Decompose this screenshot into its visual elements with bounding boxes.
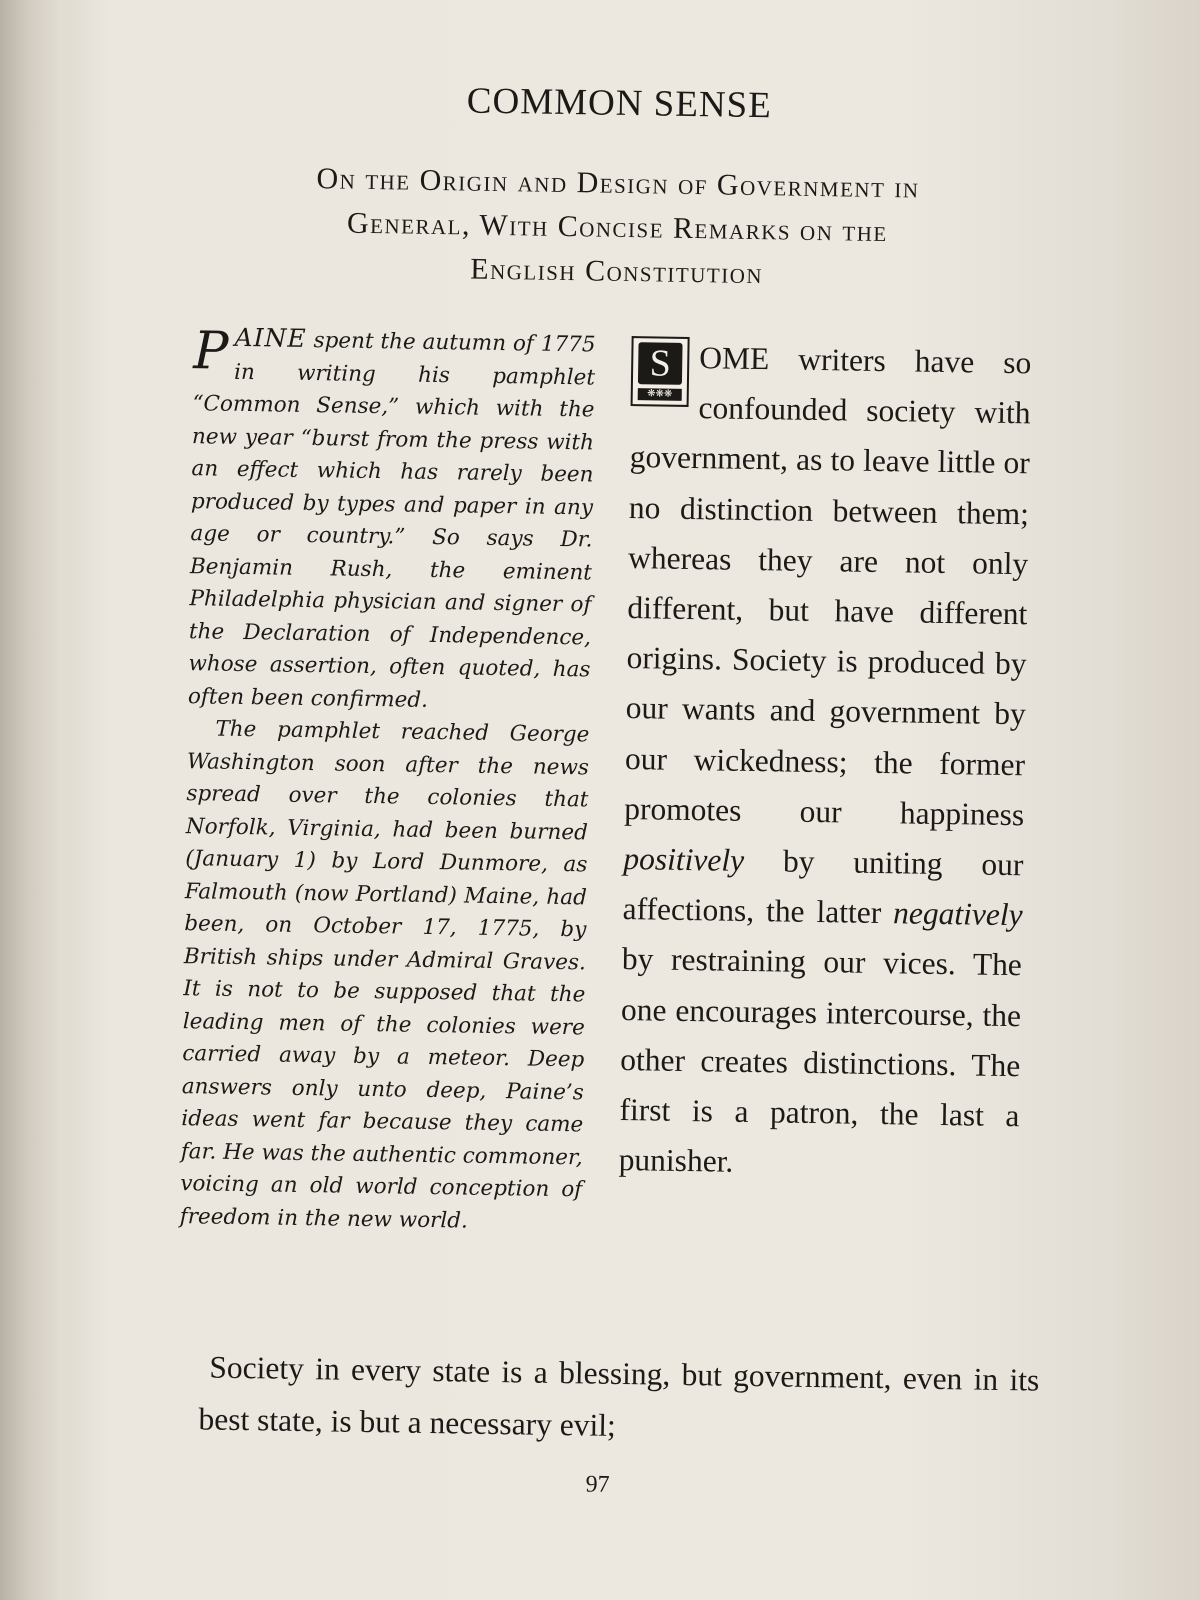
- main-paragraph-1: [618, 332, 1031, 1192]
- chapter-title-line-3: English Constitution: [470, 252, 764, 291]
- intro-paragraph-1: [188, 321, 596, 719]
- intro-paragraph-1-text: spent the autumn of 1775 in writing his pamphlet “Common Sense,” which with the new year “burst from the press with an effect which has rarely been produced by types and paper in any age or country.” So says Dr. Benjamin Rush, the eminent Philadelphia physician and signer of the Declaration of Independence, whose assertion, often quoted, has often been confirmed.: [187, 327, 596, 713]
- main-lead-caps: OME: [699, 340, 770, 377]
- intro-column: [180, 321, 596, 1239]
- chapter-title-line-1: On the Origin and Design of Government in: [316, 162, 920, 205]
- main-text-part-3: by restraining our vices. The one encourages intercourse, the other creates distinctions. The first is a patron, the last a punisher.: [618, 941, 1023, 1180]
- page: [167, 53, 1070, 1527]
- page-number: 97: [585, 1471, 610, 1498]
- main-text-column: [618, 332, 1031, 1192]
- running-head: COMMON SENSE: [466, 80, 773, 127]
- intro-lead-caps: AINE: [234, 322, 307, 353]
- main-text-part-1: writers have so confounded society with government, as to leave little or no distinction between them; whereas they are not only different, but have different origins. Society is produced by our wants and government by our wickedness; the former promotes our happiness: [623, 341, 1032, 833]
- book-gutter: [0, 0, 78, 1600]
- emphasis-positively: positively: [623, 841, 745, 878]
- drop-cap-ornament: [631, 336, 690, 407]
- chapter-title: [186, 155, 1048, 300]
- main-paragraph-2: Society in every state is a blessing, but government, even in its best state, is but a necessary evil;: [198, 1349, 1040, 1443]
- ornament-icon: ❋❋❋: [638, 388, 682, 401]
- intro-initial: P: [192, 321, 229, 382]
- main-text-part-2: by uniting our affections, the latter: [622, 842, 1024, 931]
- intro-paragraph-2: The pamphlet reached George Washington soon after the news spread over the colonies that Norfolk, Virginia, had been burned (January 1) by Lord Dunmore, as Falmouth (now Portland) Maine, had been, on October 17, 1775, by British ships under Admiral Graves. It is not to be supposed that the leading men of the colonies were carried away by a meteor. Deep answers only unto deep, Paine’s ideas went far because they came far. He was the authentic commoner, voicing an old world conception of freedom in the new world.: [179, 716, 590, 1234]
- drop-cap-letter: S: [638, 342, 683, 385]
- emphasis-negatively: negatively: [892, 895, 1023, 933]
- chapter-title-line-2: General, With Concise Remarks on the: [346, 206, 888, 249]
